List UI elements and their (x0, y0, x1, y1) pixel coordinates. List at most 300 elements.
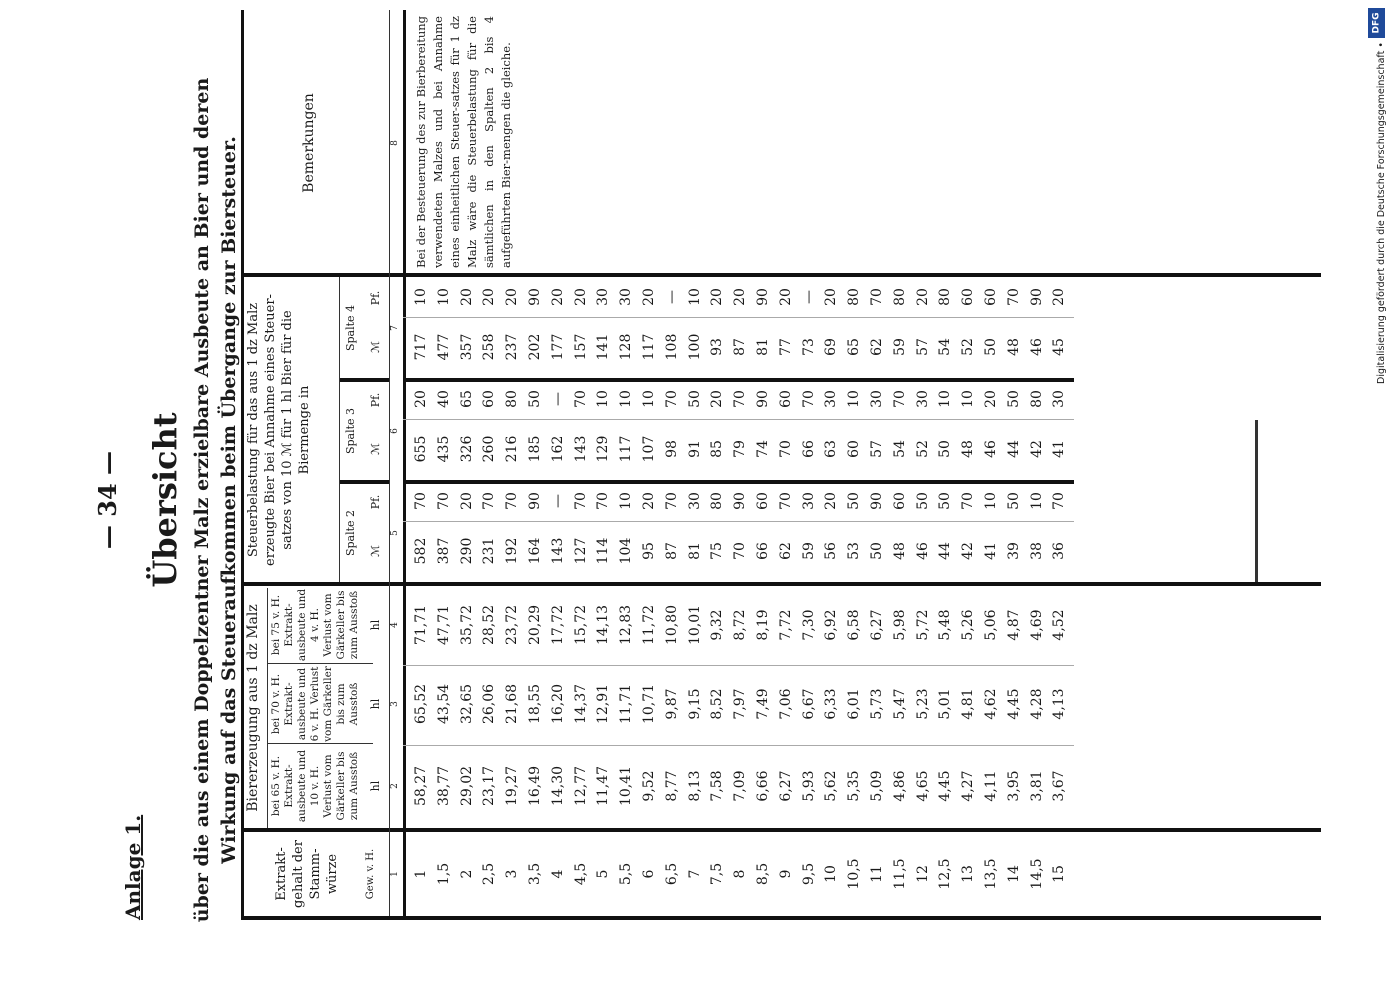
cell-beer-65: 38,77 (435, 765, 452, 807)
beer-unit-row (369, 586, 389, 828)
cell-tax-4-pf: 80 (846, 288, 863, 306)
cell-tax-3-pf: 80 (504, 390, 521, 408)
tax-col-5-pf: Pf. (369, 494, 382, 510)
beer-col-4-unit: hl (369, 619, 382, 631)
cell-tax-4-mark: 50 (983, 338, 999, 356)
cell-beer-70: 12,91 (595, 683, 612, 725)
cell-tax-4-pf: — (800, 290, 817, 304)
cell-beer-65: 14,30 (549, 765, 566, 807)
cell-tax-4-pf: 60 (960, 288, 977, 306)
cell-tax-3-pf: 20 (413, 390, 429, 408)
cell-tax-4-pf: 80 (937, 288, 954, 306)
cell-tax-4-mark: 477 (435, 333, 452, 361)
cell-beer-75: 28,52 (481, 604, 498, 646)
cell-tax-4-mark: 59 (891, 338, 908, 356)
tax-col-7-header: Spalte 4 (344, 304, 357, 352)
cell-tax-2-pf: 70 (595, 492, 612, 510)
beer-col-2-unit: hl (369, 780, 382, 792)
cell-tax-4-pf: 10 (435, 288, 452, 306)
cell-extract: 4,5 (572, 862, 589, 886)
table-row (1029, 276, 1052, 916)
cell-tax-4-pf: 20 (458, 288, 475, 306)
cell-tax-3-mark: 216 (504, 435, 521, 463)
cell-tax-4-pf: 10 (413, 288, 429, 306)
cell-beer-70: 18,55 (527, 683, 543, 725)
cell-tax-2-pf: 50 (846, 492, 863, 510)
cell-beer-70: 4,45 (1005, 688, 1022, 720)
column-rule (403, 665, 1074, 666)
beer-col-4-header: bei 75 v. H. Extrakt-ausbeute und 4 v. H. Verlust vom Gärkeller bis zum Ausstoß (270, 588, 360, 662)
cell-beer-65: 5,35 (846, 770, 863, 802)
cell-beer-75: 8,72 (732, 609, 749, 641)
cell-tax-4-mark: 117 (641, 333, 657, 361)
cell-tax-3-pf: 30 (914, 390, 931, 408)
cell-tax-4-mark: 108 (663, 333, 680, 361)
cell-tax-4-mark: 65 (846, 338, 863, 356)
cell-beer-75: 15,72 (572, 604, 589, 646)
cell-tax-4-pf: 60 (983, 288, 999, 306)
cell-tax-3-pf: 60 (481, 390, 498, 408)
cell-beer-65: 58,27 (413, 765, 429, 807)
column-rule-bold (403, 480, 1074, 484)
tax-unit-row (369, 277, 389, 582)
cell-tax-3-mark: 48 (960, 440, 977, 458)
cell-extract: 8 (732, 869, 749, 879)
cell-beer-70: 5,73 (869, 688, 885, 720)
cell-tax-4-pf: 20 (914, 288, 931, 306)
cell-tax-2-mark: 42 (960, 542, 977, 560)
cell-extract: 14 (1005, 865, 1022, 883)
cell-tax-2-pf: 30 (800, 492, 817, 510)
cell-tax-2-pf: 80 (709, 492, 726, 510)
cell-tax-3-pf: 10 (641, 390, 657, 408)
cell-beer-75: 14,13 (595, 604, 612, 646)
cell-tax-4-pf: 20 (709, 288, 726, 306)
cell-beer-75: 7,30 (800, 609, 817, 641)
tax-col-6-pf: Pf. (369, 392, 382, 408)
cell-tax-2-mark: 53 (846, 542, 863, 560)
cell-extract: 9 (777, 869, 794, 879)
cell-tax-3-pf: 10 (937, 390, 954, 408)
cell-tax-2-pf: 90 (527, 492, 543, 510)
cell-tax-4-pf: 90 (1028, 288, 1045, 306)
cell-tax-2-pf: 70 (960, 492, 977, 510)
table-row (504, 276, 527, 916)
cell-extract: 8,5 (755, 862, 771, 886)
cell-extract: 9,5 (800, 862, 817, 886)
cell-tax-3-mark: 44 (1005, 440, 1022, 458)
cell-tax-3-mark: 74 (755, 440, 771, 458)
cell-beer-65: 8,77 (663, 770, 680, 802)
col-num-2: 2 (390, 783, 400, 789)
cell-tax-4-pf: 80 (891, 288, 908, 306)
cell-tax-4-mark: 81 (755, 338, 771, 356)
cell-tax-3-mark: 57 (869, 440, 885, 458)
cell-tax-4-mark: 100 (686, 333, 703, 361)
cell-extract: 1 (413, 869, 429, 879)
cell-tax-2-pf: 70 (504, 492, 521, 510)
cell-beer-70: 14,37 (572, 683, 589, 725)
cell-tax-2-mark: 36 (1051, 542, 1068, 560)
cell-extract: 6,5 (663, 862, 680, 886)
cell-tax-3-mark: 85 (709, 440, 726, 458)
cell-tax-4-mark: 73 (800, 338, 817, 356)
cell-beer-65: 4,11 (983, 770, 999, 802)
cell-beer-70: 65,52 (413, 683, 429, 725)
cell-tax-2-mark: 50 (869, 542, 885, 560)
cell-beer-75: 10,01 (686, 604, 703, 646)
cell-extract: 11,5 (891, 858, 908, 890)
cell-extract: 4 (549, 869, 566, 879)
cell-beer-75: 47,71 (435, 604, 452, 646)
cell-tax-4-mark: 77 (777, 338, 794, 356)
cell-tax-3-pf: 70 (732, 390, 749, 408)
cell-beer-70: 6,67 (800, 688, 817, 720)
cell-tax-2-mark: 66 (755, 542, 771, 560)
cell-beer-65: 3,95 (1005, 770, 1022, 802)
col-num-6: 6 (390, 428, 400, 434)
remarks-text: Bei der Besteuerung des zur Bierbereitung verwendeten Malzes und bei Annahme eines einheitlichen Steuer-satzes für 1 dz Malz wäre die Steuerbelastung für die sämtlichen in den Spalten 2 bis 4 aufgeführten Bier-mengen die gleiche. (414, 16, 513, 268)
cell-tax-2-mark: 104 (618, 537, 635, 565)
cell-beer-75: 4,87 (1005, 609, 1022, 641)
cell-tax-3-mark: 185 (527, 435, 543, 463)
cell-beer-70: 4,81 (960, 688, 977, 720)
cell-tax-2-pf: 70 (481, 492, 498, 510)
cell-tax-2-pf: 10 (618, 492, 635, 510)
cell-beer-70: 9,87 (663, 688, 680, 720)
cell-tax-3-pf: 30 (1051, 390, 1068, 408)
col-num-4: 4 (390, 622, 400, 628)
table-row (687, 276, 710, 916)
cell-beer-75: 5,06 (983, 609, 999, 641)
table-row (823, 276, 846, 916)
cell-beer-75: 17,72 (549, 604, 566, 646)
cell-extract: 12,5 (937, 858, 954, 890)
cell-beer-70: 8,52 (709, 688, 726, 720)
cell-tax-4-mark: 237 (504, 333, 521, 361)
cell-tax-3-pf: 50 (1005, 390, 1022, 408)
table-row (527, 276, 550, 916)
cell-tax-4-pf: 20 (481, 288, 498, 306)
cell-beer-75: 5,48 (937, 609, 954, 641)
cell-beer-65: 12,77 (572, 765, 589, 807)
table-row (778, 276, 801, 916)
cell-tax-2-pf: 90 (732, 492, 749, 510)
cell-tax-2-mark: 143 (549, 537, 566, 565)
table-row (1006, 276, 1029, 916)
cell-tax-4-pf: 20 (504, 288, 521, 306)
cell-tax-3-mark: 50 (937, 440, 954, 458)
cell-beer-65: 7,58 (709, 770, 726, 802)
table-row (801, 276, 824, 916)
cell-tax-2-pf: 20 (823, 492, 840, 510)
cell-beer-70: 7,06 (777, 688, 794, 720)
cell-tax-4-mark: 258 (481, 333, 498, 361)
cell-tax-4-mark: 69 (823, 338, 840, 356)
cell-tax-3-mark: 91 (686, 440, 703, 458)
cell-extract: 2,5 (481, 862, 498, 886)
cell-extract: 5 (595, 869, 612, 879)
cell-tax-3-pf: 20 (709, 390, 726, 408)
table-row (573, 276, 596, 916)
tax-col-5-header: Spalte 2 (344, 509, 357, 557)
cell-tax-2-pf: 70 (777, 492, 794, 510)
cell-tax-4-mark: 54 (937, 338, 954, 356)
cell-tax-4-mark: 46 (1028, 338, 1045, 356)
cell-tax-4-pf: 30 (595, 288, 612, 306)
cell-tax-2-mark: 87 (663, 542, 680, 560)
cell-tax-2-mark: 114 (595, 537, 612, 565)
cell-tax-2-pf: 10 (983, 492, 999, 510)
cell-tax-4-pf: 20 (777, 288, 794, 306)
cell-tax-2-pf: 70 (1051, 492, 1068, 510)
cell-tax-3-pf: 10 (846, 390, 863, 408)
cell-tax-3-pf: 50 (527, 390, 543, 408)
table-row (481, 276, 504, 916)
cell-tax-3-mark: 66 (800, 440, 817, 458)
table-row (436, 276, 459, 916)
cell-beer-65: 9,52 (641, 770, 657, 802)
cell-beer-75: 35,72 (458, 604, 475, 646)
cell-beer-70: 5,47 (891, 688, 908, 720)
cell-beer-65: 11,47 (595, 765, 612, 807)
cell-extract: 13 (960, 865, 977, 883)
cell-tax-4-pf: 20 (572, 288, 589, 306)
cell-tax-2-pf: 70 (572, 492, 589, 510)
cell-tax-3-pf: 70 (572, 390, 589, 408)
cell-tax-4-mark: 87 (732, 338, 749, 356)
cell-tax-4-mark: 128 (618, 333, 635, 361)
table-row (983, 276, 1006, 916)
cell-beer-65: 5,62 (823, 770, 840, 802)
cell-tax-3-mark: 41 (1051, 440, 1068, 458)
cell-tax-2-mark: 387 (435, 537, 452, 565)
cell-tax-2-pf: 70 (435, 492, 452, 510)
cell-tax-3-pf: 80 (1028, 390, 1045, 408)
column-rule (403, 745, 1074, 746)
cell-beer-70: 43,54 (435, 683, 452, 725)
cell-tax-3-pf: 65 (458, 390, 475, 408)
cell-beer-65: 4,65 (914, 770, 931, 802)
cell-tax-3-pf: 70 (663, 390, 680, 408)
cell-beer-75: 12,83 (618, 604, 635, 646)
column-rule (403, 317, 1074, 318)
beer-group-header: Biererzeugung aus 1 dz Malz (245, 604, 261, 812)
cell-beer-65: 7,09 (732, 770, 749, 802)
cell-tax-2-mark: 48 (891, 542, 908, 560)
cell-tax-2-mark: 582 (413, 537, 429, 565)
cell-extract: 2 (458, 869, 475, 879)
cell-tax-4-mark: 62 (869, 338, 885, 356)
cell-tax-4-mark: 157 (572, 333, 589, 361)
cell-extract: 11 (869, 865, 885, 883)
cell-beer-75: 4,52 (1051, 609, 1068, 641)
cell-tax-4-pf: 90 (755, 288, 771, 306)
table-row (664, 276, 687, 916)
cell-beer-70: 10,71 (641, 683, 657, 725)
column-rule (403, 419, 1074, 420)
cell-tax-4-mark: 45 (1051, 338, 1068, 356)
cell-beer-70: 4,62 (983, 688, 999, 720)
cell-tax-4-mark: 93 (709, 338, 726, 356)
credit-text: Digitalisierung gefördert durch die Deutsche Forschungsgemeinschaft • (1376, 42, 1387, 384)
cell-tax-2-mark: 41 (983, 542, 999, 560)
cell-tax-4-mark: 57 (914, 338, 931, 356)
cell-beer-75: 6,92 (823, 609, 840, 641)
remarks-header: Bemerkungen (301, 93, 317, 193)
table-row (846, 276, 869, 916)
cell-tax-4-pf: 20 (823, 288, 840, 306)
cell-tax-2-mark: 231 (481, 537, 498, 565)
cell-beer-65: 6,27 (777, 770, 794, 802)
cell-tax-3-mark: 143 (572, 435, 589, 463)
cell-tax-3-mark: 162 (549, 435, 566, 463)
cell-tax-2-pf: 10 (1028, 492, 1045, 510)
table-row (732, 276, 755, 916)
cell-beer-65: 19,27 (504, 765, 521, 807)
cell-tax-3-mark: 107 (641, 435, 657, 463)
cell-tax-2-pf: 90 (869, 492, 885, 510)
col-num-1: 1 (390, 871, 400, 877)
cell-tax-2-mark: 44 (937, 542, 954, 560)
cell-beer-75: 8,19 (755, 609, 771, 641)
cell-beer-70: 32,65 (458, 683, 475, 725)
beer-col-3-unit: hl (369, 698, 382, 710)
cell-extract: 10 (823, 865, 840, 883)
cell-tax-3-pf: 30 (823, 390, 840, 408)
cell-extract: 15 (1051, 865, 1068, 883)
cell-tax-2-pf: 30 (686, 492, 703, 510)
cell-beer-65: 8,13 (686, 770, 703, 802)
cell-tax-3-pf: 30 (869, 390, 885, 408)
column-rule-bold (403, 378, 1074, 382)
cell-tax-3-mark: 98 (663, 440, 680, 458)
cell-tax-3-pf: 50 (686, 390, 703, 408)
cell-tax-4-mark: 141 (595, 333, 612, 361)
cell-tax-2-pf: 70 (413, 492, 429, 510)
cell-tax-4-pf: 20 (732, 288, 749, 306)
cell-beer-70: 7,97 (732, 688, 749, 720)
cell-tax-4-pf: 90 (527, 288, 543, 306)
cell-tax-3-mark: 260 (481, 435, 498, 463)
cell-tax-3-mark: 52 (914, 440, 931, 458)
table-row (459, 276, 482, 916)
cell-tax-3-pf: 70 (891, 390, 908, 408)
cell-tax-4-pf: 10 (686, 288, 703, 306)
table-row (892, 276, 915, 916)
cell-beer-75: 20,29 (527, 604, 543, 646)
cell-tax-3-pf: 10 (595, 390, 612, 408)
cell-tax-3-pf: 20 (983, 390, 999, 408)
page-subtitle: über die aus einem Doppelzentner Malz erzielbare Ausbeute an Bier und deren Wirkung auf das Steueraufkommen beim Übergange zur Biersteuer. (191, 77, 240, 923)
cell-extract: 14,5 (1028, 858, 1045, 890)
cell-beer-65: 3,81 (1028, 770, 1045, 802)
table-row (709, 276, 732, 916)
table-row (641, 276, 664, 916)
cell-beer-70: 6,01 (846, 688, 863, 720)
table-row (413, 276, 436, 916)
cell-tax-3-mark: 117 (618, 435, 635, 463)
overview-table (241, 10, 1321, 920)
cell-tax-3-mark: 79 (732, 440, 749, 458)
column-numbers-row (389, 10, 404, 916)
cell-beer-70: 9,15 (686, 688, 703, 720)
cell-beer-65: 29,02 (458, 765, 475, 807)
cell-tax-2-pf: 20 (641, 492, 657, 510)
beer-col-2-header: bei 65 v. H. Extrakt-ausbeute und 10 v. H. Verlust vom Gärkeller bis zum Ausstoß (270, 749, 360, 823)
cell-tax-3-mark: 129 (595, 435, 612, 463)
cell-tax-3-pf: 10 (618, 390, 635, 408)
cell-tax-4-pf: 70 (869, 288, 885, 306)
cell-tax-3-pf: 70 (800, 390, 817, 408)
column-rule (403, 521, 1074, 522)
cell-tax-2-pf: — (549, 494, 566, 508)
cell-tax-3-pf: 60 (777, 390, 794, 408)
cell-beer-70: 7,49 (755, 688, 771, 720)
cell-tax-2-pf: 50 (914, 492, 931, 510)
table-row (550, 276, 573, 916)
cell-tax-4-pf: 30 (618, 288, 635, 306)
cell-tax-4-pf: 20 (549, 288, 566, 306)
cell-tax-3-mark: 60 (846, 440, 863, 458)
cell-beer-75: 6,27 (869, 609, 885, 641)
cell-beer-65: 23,17 (481, 765, 498, 807)
cell-beer-75: 9,32 (709, 609, 726, 641)
cell-tax-2-mark: 70 (732, 542, 749, 560)
cell-tax-2-mark: 46 (914, 542, 931, 560)
table-top-rule (241, 10, 244, 920)
cell-tax-4-pf: 70 (1005, 288, 1022, 306)
cell-tax-2-mark: 290 (458, 537, 475, 565)
col1-unit: Gew. v. H. (365, 848, 376, 900)
cell-extract: 6 (641, 869, 657, 879)
cell-beer-65: 5,93 (800, 770, 817, 802)
beer-col-3 (268, 663, 373, 744)
cell-beer-75: 11,72 (641, 604, 657, 646)
cell-beer-75: 71,71 (413, 604, 429, 646)
table-row (1051, 276, 1074, 916)
cell-tax-3-pf: — (549, 392, 566, 406)
cell-tax-4-pf: 20 (641, 288, 657, 306)
cell-extract: 10,5 (846, 858, 863, 890)
table-row (595, 276, 618, 916)
cell-extract: 3 (504, 869, 521, 879)
cell-tax-2-mark: 81 (686, 542, 703, 560)
cell-tax-4-mark: 48 (1005, 338, 1022, 356)
cell-tax-2-mark: 164 (527, 537, 543, 565)
table-row (960, 276, 983, 916)
cell-beer-70: 26,06 (481, 683, 498, 725)
cell-beer-70: 5,01 (937, 688, 954, 720)
cell-tax-4-mark: 357 (458, 333, 475, 361)
cell-extract: 1,5 (435, 862, 452, 886)
cell-beer-65: 6,66 (755, 770, 771, 802)
col-num-7: 7 (390, 325, 400, 331)
cell-beer-70: 6,33 (823, 688, 840, 720)
table-row (869, 276, 892, 916)
beer-col-3-header: bei 70 v. H. Extrakt-ausbeute und 6 v. H. Verlust vom Gärkeller bis zum Ausstoß (270, 666, 360, 742)
cell-beer-65: 16,49 (527, 765, 543, 807)
table-row (618, 276, 641, 916)
cell-beer-75: 5,26 (960, 609, 977, 641)
cell-tax-3-pf: 90 (755, 390, 771, 408)
cell-beer-65: 4,45 (937, 770, 954, 802)
cell-tax-2-pf: 50 (1005, 492, 1022, 510)
cell-extract: 5,5 (618, 862, 635, 886)
cell-tax-4-pf: — (663, 290, 680, 304)
tax-col-7-pf: Pf. (369, 290, 382, 306)
cell-beer-75: 5,72 (914, 609, 931, 641)
